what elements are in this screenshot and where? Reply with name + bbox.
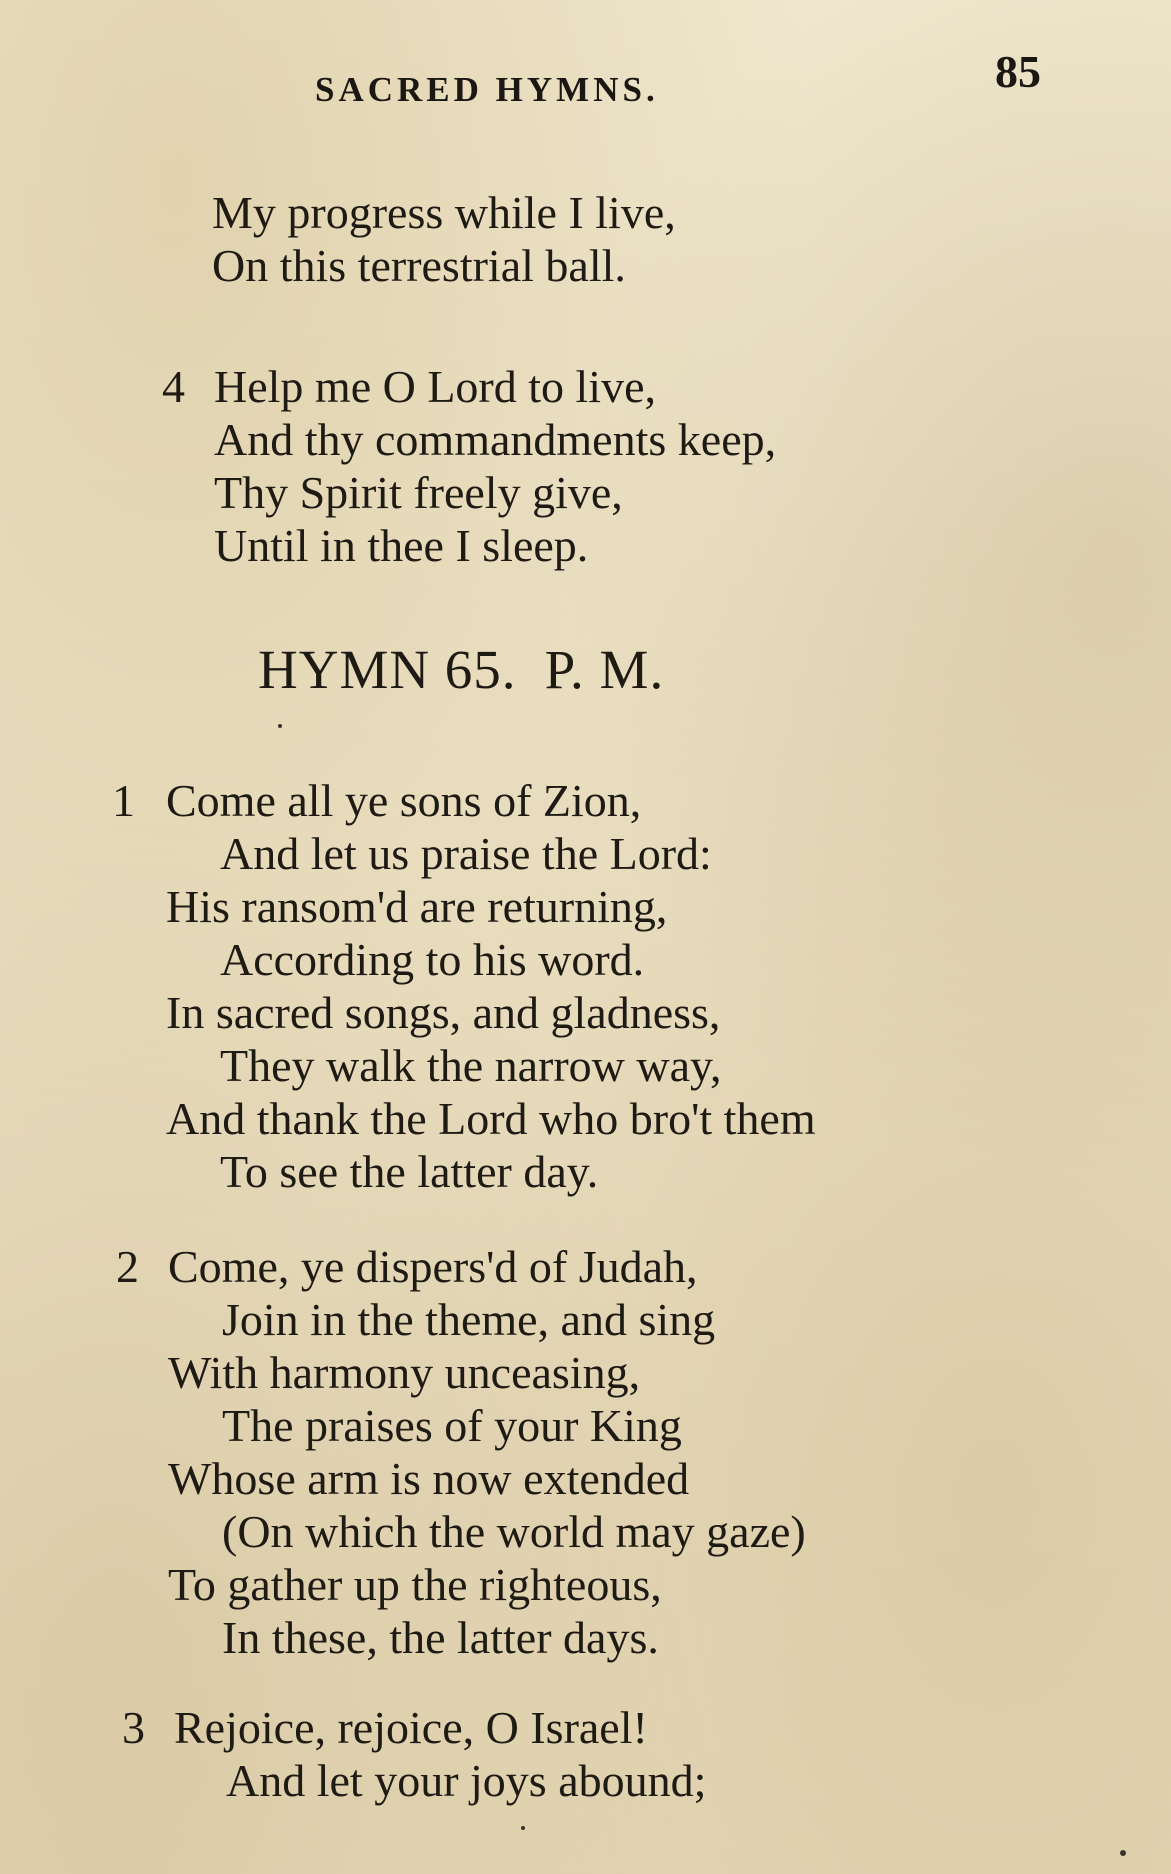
stanza-line: Whose arm is now extended (168, 1453, 690, 1504)
ink-speck (1120, 1850, 1126, 1856)
stanza-line: Thy Spirit freely give, (214, 467, 623, 518)
stanza-line: And thy commandments keep, (214, 414, 777, 465)
stanza-line: According to his word. (220, 934, 645, 985)
stanza-line: And let your joys abound; (226, 1755, 707, 1806)
stanza-line: And let us praise the Lord: (220, 828, 712, 879)
stanza-line: His ransom'd are returning, (166, 881, 668, 932)
ink-speck (521, 1826, 525, 1830)
hymn-meter: P. M. (544, 639, 665, 700)
stanza-line: And thank the Lord who bro't them (166, 1093, 816, 1144)
stanza-number: 1 (112, 775, 135, 826)
stanza-line: Come all ye sons of Zion, (166, 775, 642, 826)
hymn-title: HYMN 65. (258, 639, 517, 700)
stanza-line: (On which the world may gaze) (222, 1506, 806, 1557)
stanza-line: To see the latter day. (220, 1146, 599, 1197)
running-header-title: SACRED HYMNS. (315, 70, 659, 109)
stanza-number: 4 (162, 361, 185, 412)
stanza-number: 3 (122, 1702, 145, 1753)
stanza-number: 2 (116, 1241, 139, 1292)
stanza-line: In sacred songs, and gladness, (166, 987, 721, 1038)
stanza-line: The praises of your King (222, 1400, 682, 1451)
stanza-line: Come, ye dispers'd of Judah, (168, 1241, 698, 1292)
page-number: 85 (995, 46, 1041, 97)
stanza-line: In these, the latter days. (222, 1612, 659, 1663)
stanza-line: Join in the theme, and sing (222, 1294, 716, 1345)
stanza-line: They walk the narrow way, (220, 1040, 722, 1091)
stanza-line: With harmony unceasing, (168, 1347, 641, 1398)
stanza-line: Until in thee I sleep. (214, 520, 589, 571)
ink-speck (278, 724, 282, 728)
continuation-line: On this terrestrial ball. (212, 240, 626, 291)
stanza-line: Help me O Lord to live, (214, 361, 657, 412)
stanza-line: To gather up the righteous, (168, 1559, 662, 1610)
hymn-heading (258, 638, 664, 701)
continuation-line: My progress while I live, (212, 187, 676, 238)
stanza-line: Rejoice, rejoice, O Israel! (174, 1702, 648, 1753)
